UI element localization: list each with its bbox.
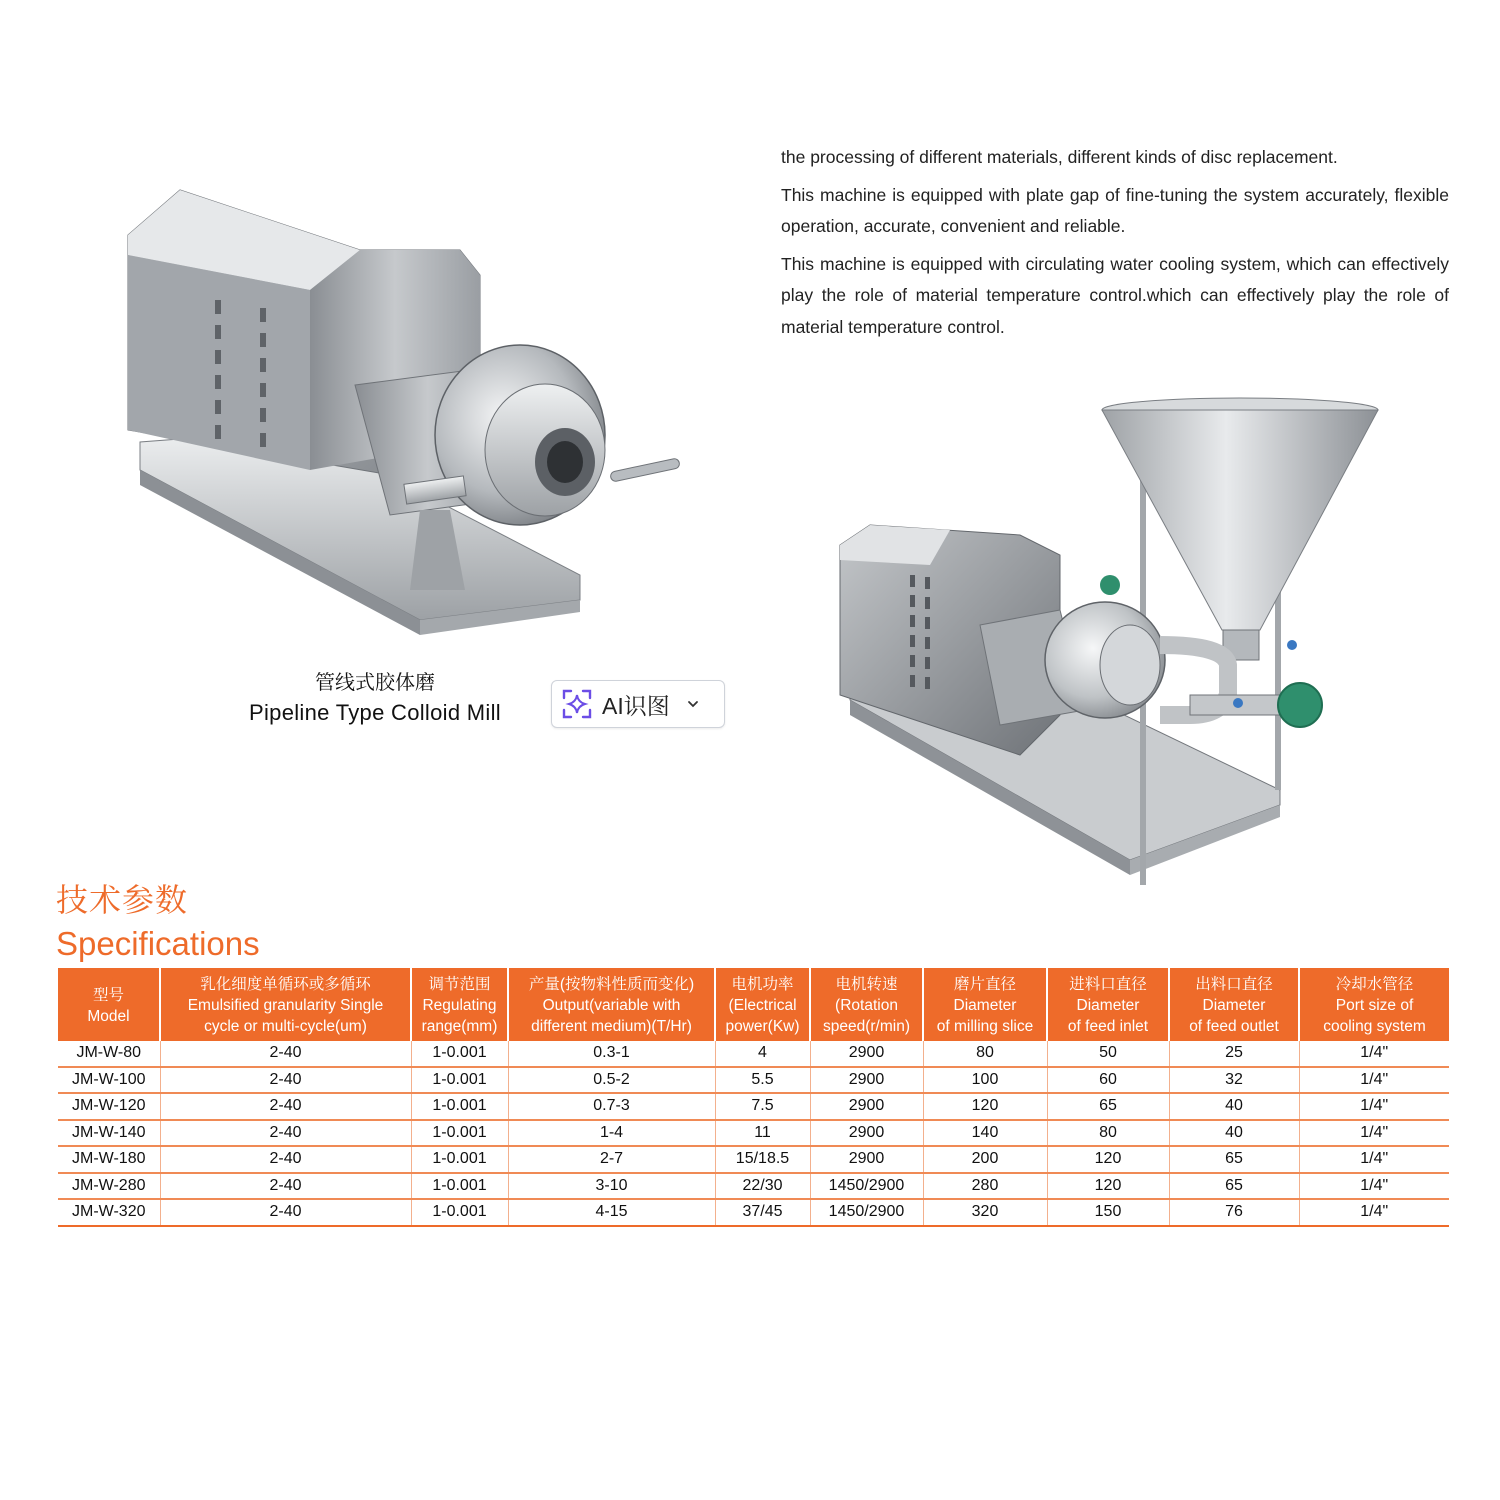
specifications-table <box>58 968 1449 1227</box>
table-cell: 1-0.001 <box>411 1199 508 1226</box>
table-header-cell <box>715 968 810 1041</box>
table-cell: 2900 <box>810 1067 923 1094</box>
table-cell: 120 <box>1047 1173 1169 1200</box>
table-cell: 80 <box>1047 1120 1169 1147</box>
table-cell: 150 <box>1047 1199 1169 1226</box>
table-cell: 0.5-2 <box>508 1067 715 1094</box>
table-row <box>58 1146 1449 1173</box>
table-cell: 1/4" <box>1299 1173 1449 1200</box>
table-cell: 4-15 <box>508 1199 715 1226</box>
table-cell: 2900 <box>810 1093 923 1120</box>
table-row <box>58 1173 1449 1200</box>
table-cell: 1-0.001 <box>411 1041 508 1067</box>
table-header-cell <box>508 968 715 1041</box>
table-cell: 1/4" <box>1299 1041 1449 1067</box>
header-line: different medium)(T/Hr) <box>531 1018 692 1035</box>
table-cell: 2-40 <box>160 1173 411 1200</box>
table-cell: 37/45 <box>715 1199 810 1226</box>
header-line: 电机功率 <box>731 976 794 993</box>
table-cell: 50 <box>1047 1041 1169 1067</box>
table-cell: 100 <box>923 1067 1047 1094</box>
table-cell: JM-W-180 <box>58 1146 160 1173</box>
header-line: Diameter <box>1202 997 1266 1014</box>
header-line: (Rotation <box>835 997 898 1014</box>
table-cell: 65 <box>1047 1093 1169 1120</box>
table-row <box>58 1093 1449 1120</box>
table-cell: 120 <box>923 1093 1047 1120</box>
header-line: Output(variable with <box>542 997 681 1014</box>
header-line: 调节范围 <box>428 976 491 993</box>
table-cell: 2-7 <box>508 1146 715 1173</box>
table-cell: 1450/2900 <box>810 1199 923 1226</box>
header-line: Diameter <box>1076 997 1140 1014</box>
table-header-cell <box>411 968 508 1041</box>
table-cell: 65 <box>1169 1146 1299 1173</box>
header-line: Regulating <box>422 997 497 1014</box>
header-line: Port size of <box>1335 997 1414 1014</box>
sparkle-scan-icon <box>560 687 594 721</box>
table-cell: 3-10 <box>508 1173 715 1200</box>
table-cell: 1-0.001 <box>411 1146 508 1173</box>
table-cell: 1-0.001 <box>411 1120 508 1147</box>
table-row <box>58 1067 1449 1094</box>
table-cell: 80 <box>923 1041 1047 1067</box>
table-cell: 2-40 <box>160 1120 411 1147</box>
table-cell: JM-W-140 <box>58 1120 160 1147</box>
description-paragraph-3: This machine is equipped with circulating water cooling system, which can effectively play the role of material temperature control.which can effectively play the role of material temperature control. <box>781 253 1449 337</box>
table-cell: 1-0.001 <box>411 1093 508 1120</box>
table-cell: 140 <box>923 1120 1047 1147</box>
table-cell: 76 <box>1169 1199 1299 1226</box>
table-cell: 2900 <box>810 1120 923 1147</box>
table-cell: 11 <box>715 1120 810 1147</box>
table-cell: 4 <box>715 1041 810 1067</box>
table-row <box>58 1120 1449 1147</box>
description-block <box>781 142 1449 343</box>
table-cell: 280 <box>923 1173 1047 1200</box>
table-cell: 7.5 <box>715 1093 810 1120</box>
table-cell: 2-40 <box>160 1199 411 1226</box>
table-cell: 1-0.001 <box>411 1173 508 1200</box>
table-cell: 15/18.5 <box>715 1146 810 1173</box>
table-header-cell <box>923 968 1047 1041</box>
table-cell: 1/4" <box>1299 1093 1449 1120</box>
table-header-cell <box>58 968 160 1041</box>
header-line: 型号 <box>92 986 124 1004</box>
table-cell: 200 <box>923 1146 1047 1173</box>
table-cell: JM-W-100 <box>58 1067 160 1094</box>
table-cell: 22/30 <box>715 1173 810 1200</box>
pipeline-colloid-mill-photo <box>120 180 690 650</box>
description-paragraph-1: the processing of different materials, different kinds of disc replacement. <box>781 147 1338 167</box>
header-line: Model <box>87 1007 130 1025</box>
hopper-colloid-mill-photo <box>830 395 1390 910</box>
table-header-cell <box>810 968 923 1041</box>
header-line: cycle or multi-cycle(um) <box>204 1018 367 1035</box>
table-row <box>58 1041 1449 1067</box>
header-line: (Electrical <box>728 997 797 1014</box>
table-header-row <box>58 968 1449 1041</box>
table-cell: 2900 <box>810 1146 923 1173</box>
header-line: of feed inlet <box>1067 1018 1149 1035</box>
table-cell: JM-W-280 <box>58 1173 160 1200</box>
table-cell: 320 <box>923 1199 1047 1226</box>
header-line: 磨片直径 <box>953 976 1016 993</box>
header-line: Diameter <box>953 997 1017 1014</box>
table-cell: 0.7-3 <box>508 1093 715 1120</box>
header-line: 产量(按物料性质而变化) <box>528 976 695 993</box>
header-line: cooling system <box>1323 1018 1426 1035</box>
table-cell: 1/4" <box>1299 1146 1449 1173</box>
header-line: Emulsified granularity Single <box>187 997 384 1014</box>
table-cell: 40 <box>1169 1093 1299 1120</box>
header-line: speed(r/min) <box>823 1018 910 1035</box>
caption-chinese: 管线式胶体磨 <box>315 672 435 694</box>
table-cell: 1-4 <box>508 1120 715 1147</box>
table-cell: 2-40 <box>160 1041 411 1067</box>
table-cell: JM-W-320 <box>58 1199 160 1226</box>
table-header-cell <box>160 968 411 1041</box>
table-cell: 1/4" <box>1299 1120 1449 1147</box>
header-line: 电机转速 <box>835 976 898 993</box>
header-line: range(mm) <box>421 1018 498 1035</box>
header-line: of milling slice <box>936 1018 1034 1035</box>
header-line: 乳化细度单循环或多循环 <box>200 976 371 993</box>
header-line: of feed outlet <box>1189 1018 1279 1035</box>
table-cell: 1/4" <box>1299 1199 1449 1226</box>
header-line: 冷却水管径 <box>1335 976 1414 993</box>
table-row <box>58 1199 1449 1226</box>
section-title-chinese: 技术参数 <box>56 882 189 918</box>
table-cell: 40 <box>1169 1120 1299 1147</box>
table-cell: 1-0.001 <box>411 1067 508 1094</box>
table-cell: 2900 <box>810 1041 923 1067</box>
caption-english: Pipeline Type Colloid Mill <box>249 700 501 725</box>
table-cell: 1450/2900 <box>810 1173 923 1200</box>
table-cell: 2-40 <box>160 1067 411 1094</box>
table-cell: 65 <box>1169 1173 1299 1200</box>
chevron-down-icon <box>686 697 700 711</box>
table-cell: 2-40 <box>160 1093 411 1120</box>
table-cell: 0.3-1 <box>508 1041 715 1067</box>
header-line: power(Kw) <box>725 1018 800 1035</box>
table-cell: JM-W-80 <box>58 1041 160 1067</box>
product-caption <box>230 668 520 728</box>
table-cell: JM-W-120 <box>58 1093 160 1120</box>
table-header-cell <box>1047 968 1169 1041</box>
header-line: 进料口直径 <box>1069 976 1147 993</box>
table-body <box>58 1041 1449 1226</box>
table-header-cell <box>1299 968 1449 1041</box>
table-cell: 25 <box>1169 1041 1299 1067</box>
table-cell: 1/4" <box>1299 1067 1449 1094</box>
table-header-cell <box>1169 968 1299 1041</box>
table-cell: 60 <box>1047 1067 1169 1094</box>
header-line: 出料口直径 <box>1195 976 1273 993</box>
table-cell: 120 <box>1047 1146 1169 1173</box>
table-cell: 5.5 <box>715 1067 810 1094</box>
section-title-english: Specifications <box>56 925 260 962</box>
table-cell: 2-40 <box>160 1146 411 1173</box>
description-paragraph-2: This machine is equipped with plate gap of fine-tuning the system accurately, flexible operation, accurate, convenient and reliable. <box>781 184 1449 236</box>
ai-button-label: AI识图 <box>602 692 670 719</box>
ai-image-recognition-button[interactable] <box>551 680 725 728</box>
table-cell: 32 <box>1169 1067 1299 1094</box>
